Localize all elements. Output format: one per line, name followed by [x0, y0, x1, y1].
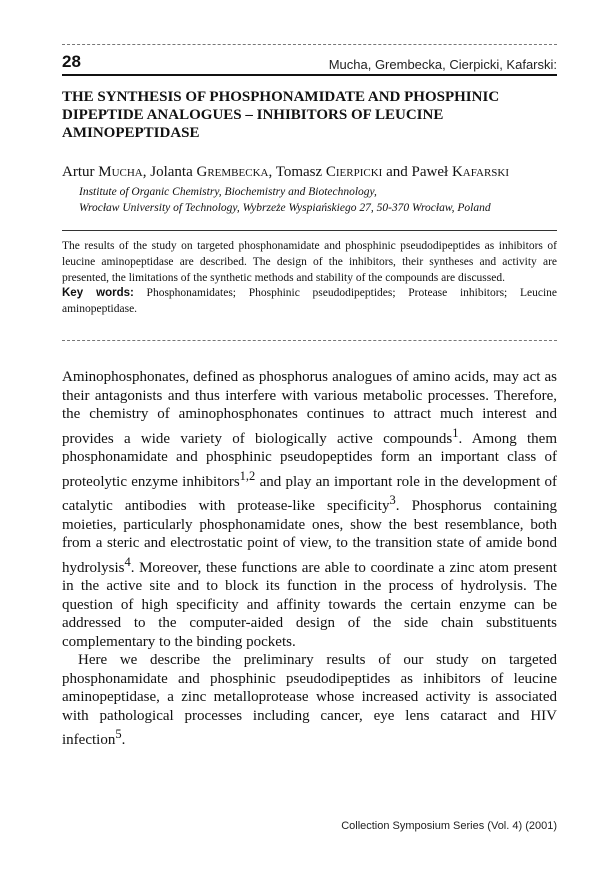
page-number: 28	[62, 52, 81, 71]
keywords-label: Key words:	[62, 287, 134, 300]
author-last-name: Kafarski	[451, 164, 510, 180]
text-run: .	[121, 732, 126, 748]
title-line: DIPEPTIDE ANALOGUES – INHIBITORS OF LEUCINE	[62, 107, 444, 123]
citation-ref: 1	[452, 425, 459, 440]
article-title	[62, 88, 557, 142]
author-first-name: Paweł	[411, 164, 449, 180]
running-head: Mucha, Grembecka, Cierpicki, Kafarski:	[328, 57, 557, 72]
author-first-name: Jolanta	[150, 164, 193, 180]
text-run: . Among them phosphonamidate and phosphinic pseudopeptides form an important class of proteolytic enzyme inhibitors	[62, 430, 557, 490]
title-line: AMINOPEPTIDASE	[62, 125, 200, 141]
abstract-text: The results of the study on targeted phosphonamidate and phosphinic pseudodipeptides as inhibitors of leucine aminopeptidase are described. The design of the inhibitors, their syntheses and activity are presented, the limitations of the synthetic methods and stability of the compounds are discussed.	[62, 240, 557, 284]
title-line: THE SYNTHESIS OF PHOSPHONAMIDATE AND PHOSPHINIC	[62, 89, 500, 105]
author-last-name: Cierpicki	[325, 164, 383, 180]
text-run: . Moreover, these functions are able to coordinate a zinc atom present in the active site and to block its function in the process of hydrolysis. The question of high specificity and affinity towards the certain enzyme can be addressed to the computer-aided design of the side chain substituents complementary to the binding pockets.	[62, 559, 557, 650]
author-separator: and	[382, 164, 412, 180]
header-top-rule	[62, 44, 557, 45]
body-paragraph	[62, 368, 557, 651]
footer-series: Collection Symposium Series (Vol. 4) (2001)	[341, 820, 557, 832]
citation-ref: 3	[389, 493, 396, 507]
author-separator: ,	[142, 164, 151, 180]
author-first-name: Tomasz	[275, 164, 323, 180]
text-run: Here we describe the preliminary results of our study on targeted phosphonamidate and phosphinic pseudodipeptides as inhibitors of leucine aminopeptidase, a zinc metalloprotease whose increased activity is associated with pathological processes including cancer, eye lens cataract and HIV infection	[62, 652, 557, 748]
running-header	[62, 50, 557, 72]
header-rule	[62, 74, 557, 76]
text-run: Aminophosphonates, defined as phosphorus analogues of amino acids, may act as their antagonists and thus interfere with various metabolic processes. Therefore, the chemistry of aminophosphonates continues to attract much interest and provides a wide variety of biologically active compounds	[62, 369, 557, 447]
text-run: . Phosphorus containing moieties, particularly phosphonamidate ones, show the best resemblance, both from a steric and electrostatic point of view, to the transition state of amide bond hydrolysis	[62, 498, 557, 576]
author-last-name: Mucha	[98, 164, 143, 180]
text-run: and play an important role in the development of catalytic antibodies with protease-like specificity	[62, 473, 557, 514]
author-separator: ,	[268, 164, 276, 180]
keywords-text: Phosphonamidates; Phosphinic pseudodipeptides; Protease inhibitors; Leucine aminopeptidase.	[62, 287, 557, 316]
body-paragraph	[62, 651, 557, 750]
author-first-name: Artur	[62, 164, 95, 180]
keywords	[62, 286, 557, 318]
author-list	[62, 164, 557, 181]
abstract-top-rule	[62, 230, 557, 231]
abstract	[62, 239, 557, 318]
affiliation-line: Institute of Organic Chemistry, Biochemistry and Biotechnology,	[79, 186, 377, 198]
body-text	[62, 368, 557, 750]
author-last-name: Grembecka	[196, 164, 269, 180]
abstract-bottom-rule	[62, 340, 557, 341]
citation-ref: 1,2	[239, 468, 256, 483]
affiliation	[79, 184, 557, 216]
affiliation-line: Wrocław University of Technology, Wybrzeże Wyspiańskiego 27, 50-370 Wrocław, Poland	[79, 202, 491, 214]
citation-ref: 4	[124, 554, 131, 569]
citation-ref: 5	[115, 727, 122, 741]
